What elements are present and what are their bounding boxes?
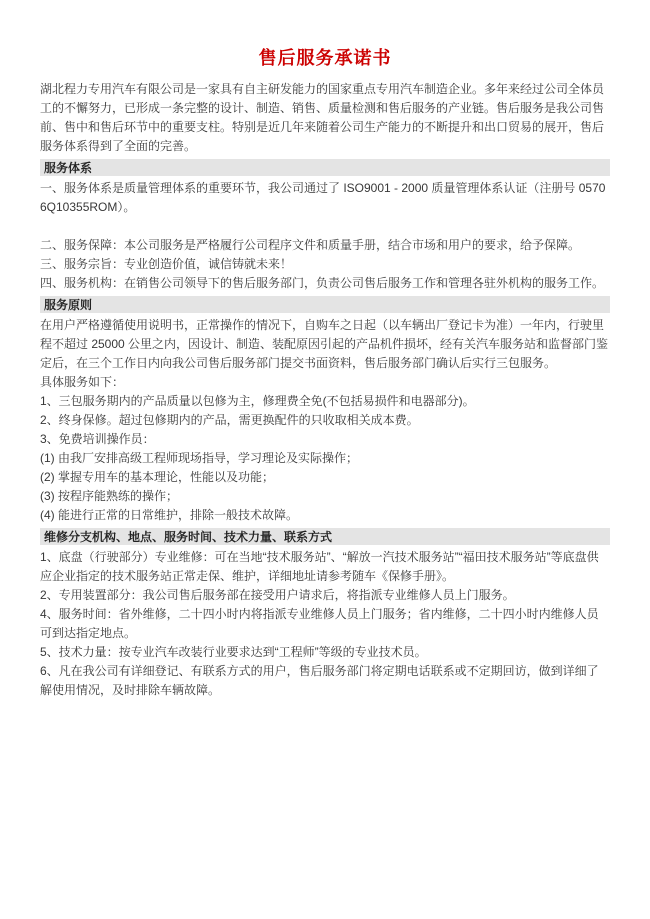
list-item: 二、服务保障：本公司服务是严格履行公司程序文件和质量手册，结合市场和用户的要求，给予保障。	[40, 238, 581, 252]
section-heading-repair-branches: 维修分支机构、地点、服务时间、技术力量、联系方式	[40, 528, 610, 545]
list-item: 1、底盘（行驶部分）专业维修：可在当地“技术服务站”、“解放一汽技术服务站”“福田技术服务站”等底盘供应企业指定的技术服务站正常走保、维护，详细地址请参考随车《保修手册》。	[40, 550, 599, 583]
section-service-system	[40, 159, 610, 293]
section-repair-branches	[40, 528, 610, 700]
paragraph: 在用户严格遵循使用说明书，正常操作的情况下，自购车之日起（以车辆出厂登记卡为准）一年内，行驶里程不超过 25000 公里之内，因设计、制造、装配原因引起的产品机件损坏，经有关汽车服务站和监督部门鉴定后，在三个工作日内向我公司售后服务部门提交书面资料，售后服务部门确认后实行三包服务。	[40, 318, 609, 370]
sub-list-item: (3) 按程序能熟练的操作；	[40, 489, 179, 503]
sub-list-item: (4) 能进行正常的日常维护，排除一般技术故障。	[40, 508, 299, 522]
sub-list-item: (1) 由我厂安排高级工程师现场指导，学习理论及实际操作；	[40, 451, 359, 465]
list-item: 三、服务宗旨：专业创造价值，诚信铸就未来！	[40, 257, 293, 271]
list-item: 四、服务机构：在销售公司领导下的售后服务部门，负责公司售后服务工作和管理各驻外机构的服务工作。	[40, 276, 605, 290]
intro-paragraph: 湖北程力专用汽车有限公司是一家具有自主研发能力的国家重点专用汽车制造企业。多年来经过公司全体员工的不懈努力，已形成一条完整的设计、制造、销售、质量检测和售后服务的产业链。售后服务是我公司售前、售中和售后环节中的重要支柱。特别是近几年来随着公司生产能力的不断提升和出口贸易的展开，售后服务体系得到了全面的完善。	[40, 82, 605, 153]
section-heading-service-system: 服务体系	[40, 159, 610, 176]
list-item: 1、三包服务期内的产品质量以包修为主，修理费全免(不包括易损件和电器部分)。	[40, 394, 475, 408]
list-item: 一、服务体系是质量管理体系的重要环节，我公司通过了 ISO9001 - 2000 质量管理体系认证（注册号 05706Q10355ROM）。	[40, 181, 606, 214]
list-item: 5、技术力量：按专业汽车改装行业要求达到“工程师”等级的专业技术员。	[40, 645, 427, 659]
blank-line	[40, 217, 610, 236]
list-item: 2、终身保修。超过包修期内的产品，需更换配件的只收取相关成本费。	[40, 413, 419, 427]
sub-list-item: (2) 掌握专用车的基本理论，性能以及功能；	[40, 470, 275, 484]
list-item: 2、专用装置部分：我公司售后服务部在接受用户请求后，将指派专业维修人员上门服务。	[40, 588, 515, 602]
list-item: 6、凡在我公司有详细登记、有联系方式的用户，售后服务部门将定期电话联系或不定期回访，做到详细了解使用情况，及时排除车辆故障。	[40, 664, 599, 697]
section-heading-service-principles: 服务原则	[40, 296, 610, 313]
paragraph: 具体服务如下：	[40, 375, 125, 389]
document-title: 售后服务承诺书	[258, 48, 392, 68]
section-service-principles	[40, 296, 610, 525]
list-item: 4、服务时间：省外维修，二十四小时内将指派专业维修人员上门服务；省内维修，二十四小时内维修人员可到达指定地点。	[40, 607, 599, 640]
list-item: 3、免费培训操作员：	[40, 432, 155, 446]
